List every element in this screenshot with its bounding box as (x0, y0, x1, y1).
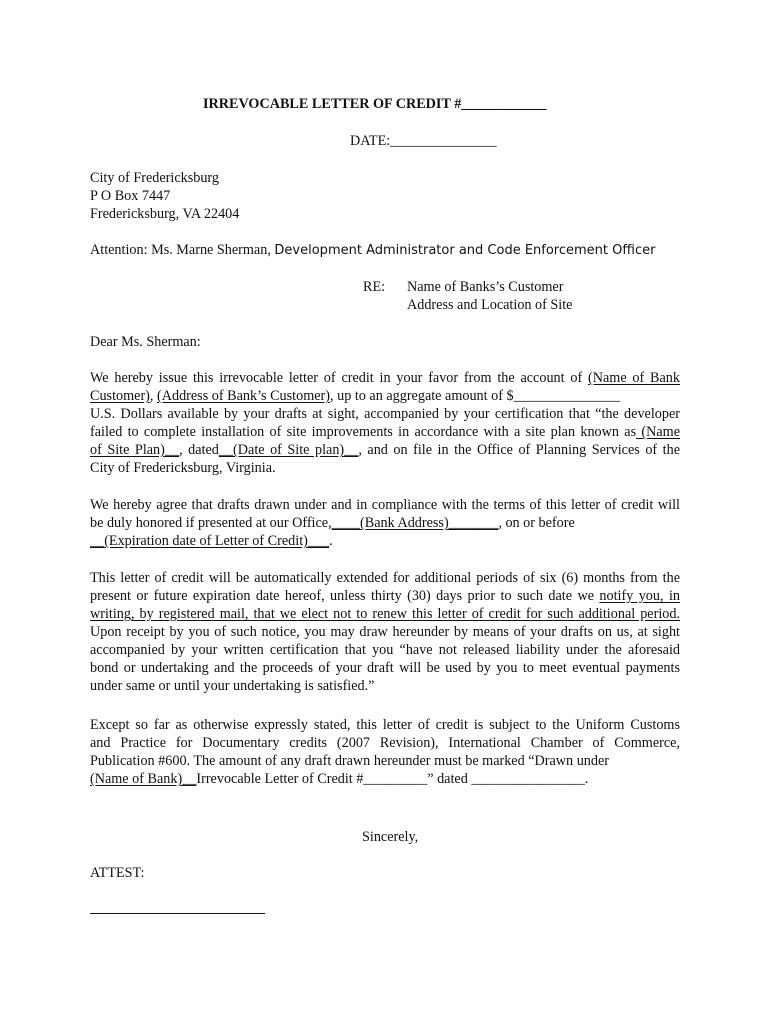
p4-text: Irrevocable Letter of Credit #_________” dated ________________. (196, 771, 589, 787)
underline-spacer: __ (164, 442, 180, 458)
p4-line-2: and Practice for Documentary credits (2007 Revision), International Chamber of Commerce, (90, 735, 680, 751)
p3-line-5: accompanied by your written certification that you “have not released liability under the aforesaid (90, 642, 680, 658)
letter-title: IRREVOCABLE LETTER OF CREDIT #____________ (203, 96, 547, 112)
p1-text: , dated (179, 442, 219, 458)
attest-signature-line (90, 913, 265, 914)
p1-line-2 (90, 387, 620, 405)
p1-line-1 (90, 369, 680, 387)
bank-customer-address-field: (Address of Bank’s Customer) (157, 388, 330, 404)
p3-line-3-underlined: writing, by registered mail, that we elect not to renew this letter of credit for such additional period. (90, 606, 680, 622)
bank-customer-name-field: (Name of Bank (588, 370, 680, 386)
recipient-line-2: P O Box 7447 (90, 188, 171, 204)
p1-text: failed to complete installation of site improvements in accordance with a site plan known as (90, 424, 637, 440)
closing: Sincerely, (362, 829, 419, 845)
site-plan-name-field-cont: of Site Plan) (90, 442, 165, 458)
p3-line-1: This letter of credit will be automatically extended for additional periods of six (6) months from the (90, 570, 680, 586)
recipient-line-1: City of Fredericksburg (90, 170, 219, 186)
p1-line-5 (90, 441, 680, 459)
re-line-1: Name of Banks’s Customer (407, 279, 564, 295)
attention-line (90, 241, 655, 260)
date-line: DATE:_______________ (350, 133, 497, 149)
p3-line-4: Upon receipt by you of such notice, you may draw hereunder by means of your drafts on us, at sight (90, 624, 680, 640)
attention-prefix: Attention: Ms. Marne Sherman, (90, 242, 275, 258)
notify-clause: notify you, in (599, 588, 680, 604)
p1-line-4 (90, 423, 680, 441)
p1-line-6: City of Fredericksburg, Virginia. (90, 460, 276, 476)
p1-text: , (149, 388, 157, 404)
p4-line-3: Publication #600. The amount of any draft drawn hereunder must be marked “Drawn under (90, 753, 610, 769)
re-line-2: Address and Location of Site (407, 297, 573, 313)
p4-line-1: Except so far as otherwise expressly stated, this letter of credit is subject to the Uniform Customs (90, 717, 680, 733)
salutation: Dear Ms. Sherman: (90, 334, 201, 350)
expiration-date-field: __(Expiration date of Letter of Credit)___ (90, 533, 330, 549)
p3-line-2 (90, 587, 680, 605)
p1-text: We hereby issue this irrevocable letter of credit in your favor from the account of (90, 370, 589, 386)
aggregate-amount-text: , up to an aggregate amount of $_______________ (330, 388, 620, 404)
recipient-line-3: Fredericksburg, VA 22404 (90, 206, 240, 222)
p3-line-6: bond or undertaking and the proceeds of your draft will be used by you to meet eventual payments (90, 660, 680, 676)
p2-text: . (329, 533, 333, 549)
bank-customer-name-field-cont: Customer) (90, 388, 150, 404)
p2-text: , on or before (498, 515, 575, 531)
attest-label: ATTEST: (90, 865, 145, 881)
p3-line-7: under same or until your undertaking is satisfied.” (90, 678, 375, 694)
re-label: RE: (363, 279, 386, 295)
p2-line-2 (90, 514, 575, 532)
p2-line-3 (90, 532, 333, 550)
p1-text: , and on file in the Office of Planning Services of the (358, 442, 680, 458)
p4-line-4 (90, 770, 588, 788)
p3-text: present or future expiration date hereof, unless thirty (30) days prior to such date we (90, 588, 600, 604)
p1-line-3: U.S. Dollars available by your drafts at sight, accompanied by your certification that “the developer (90, 406, 680, 422)
underline-spacer: __ (182, 771, 197, 787)
site-plan-name-field: (Name (636, 424, 680, 440)
attention-title: Development Administrator and Code Enforcement Officer (274, 243, 656, 258)
p2-text: be duly honored if presented at our Office, (90, 515, 332, 531)
site-plan-date-field: __(Date of Site plan)__ (218, 442, 359, 458)
bank-address-field: ____(Bank Address)_______ (331, 515, 499, 531)
p2-line-1: We hereby agree that drafts drawn under and in compliance with the terms of this letter of credit will (90, 497, 680, 513)
bank-name-field: (Name of Bank) (90, 771, 183, 787)
